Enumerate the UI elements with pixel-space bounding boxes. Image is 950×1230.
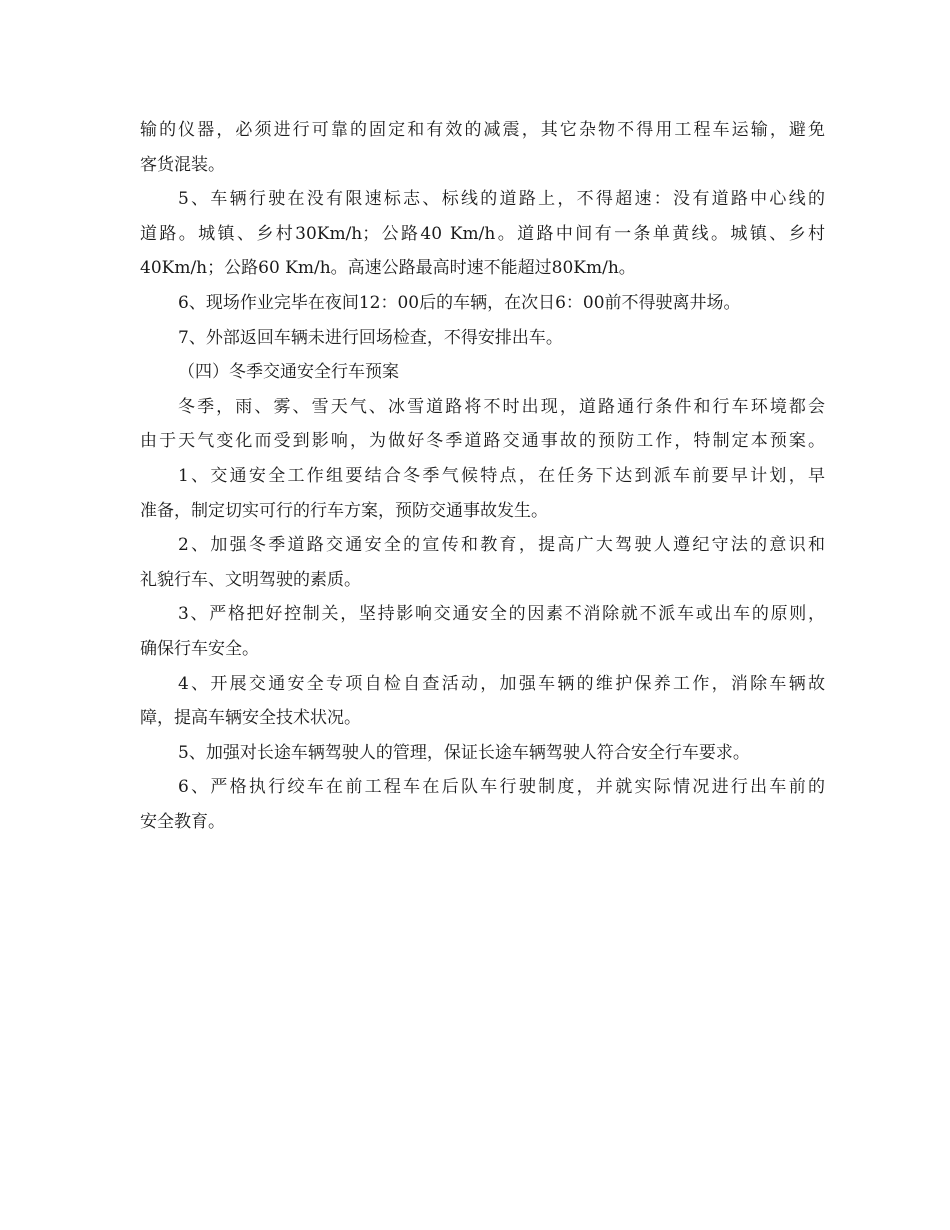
text-line: 40Km/h；公路60 Km/h。高速公路最高时速不能超过80Km/h。 bbox=[140, 258, 636, 279]
text-line: 冬季，雨、雾、雪天气、冰雪道路将不时出现，道路通行条件和行车环境都会 bbox=[178, 396, 825, 417]
text-line: 2、加强冬季道路交通安全的宣传和教育，提高广大驾驶人遵纪守法的意识和 bbox=[178, 535, 825, 556]
text-line: 确保行车安全。 bbox=[140, 638, 259, 659]
text-line: 安全教育。 bbox=[140, 811, 225, 832]
text-line: 由于天气变化而受到影响，为做好冬季道路交通事故的预防工作，特制定本预案。 bbox=[140, 431, 825, 452]
section-heading: （四）冬季交通安全行车预案 bbox=[178, 362, 399, 383]
text-line: 输的仪器，必须进行可靠的固定和有效的减震，其它杂物不得用工程车运输，避免 bbox=[140, 120, 825, 140]
text-line: 5、加强对长途车辆驾驶人的管理，保证长途车辆驾驶人符合安全行车要求。 bbox=[178, 742, 750, 763]
text-line: 礼貌行车、文明驾驶的素质。 bbox=[140, 569, 361, 590]
text-line: 1、交通安全工作组要结合冬季气候特点，在任务下达到派车前要早计划，早 bbox=[178, 465, 825, 486]
text-line: 3、严格把好控制关，坚持影响交通安全的因素不消除就不派车或出车的原则， bbox=[178, 604, 825, 625]
text-line: 5、车辆行驶在没有限速标志、标线的道路上，不得超速：没有道路中心线的 bbox=[178, 189, 825, 210]
text-line: 7、外部返回车辆未进行回场检查，不得安排出车。 bbox=[178, 327, 563, 348]
text-line: 准备，制定切实可行的行车方案，预防交通事故发生。 bbox=[140, 500, 548, 521]
text-line: 客货混装。 bbox=[140, 154, 225, 175]
text-line: 4、开展交通安全专项自检自查活动，加强车辆的维护保养工作，消除车辆故 bbox=[178, 673, 825, 694]
text-line: 道路。城镇、乡村30Km/h；公路40 Km/h。道路中间有一条单黄线。城镇、乡村 bbox=[140, 223, 825, 244]
text-line: 障，提高车辆安全技术状况。 bbox=[140, 708, 361, 729]
text-line: 6、现场作业完毕在夜间12：00后的车辆，在次日6：00前不得驶离井场。 bbox=[178, 292, 741, 313]
text-line: 6、严格执行绞车在前工程车在后队车行驶制度，并就实际情况进行出车前的 bbox=[178, 777, 825, 798]
document-body bbox=[140, 113, 825, 839]
